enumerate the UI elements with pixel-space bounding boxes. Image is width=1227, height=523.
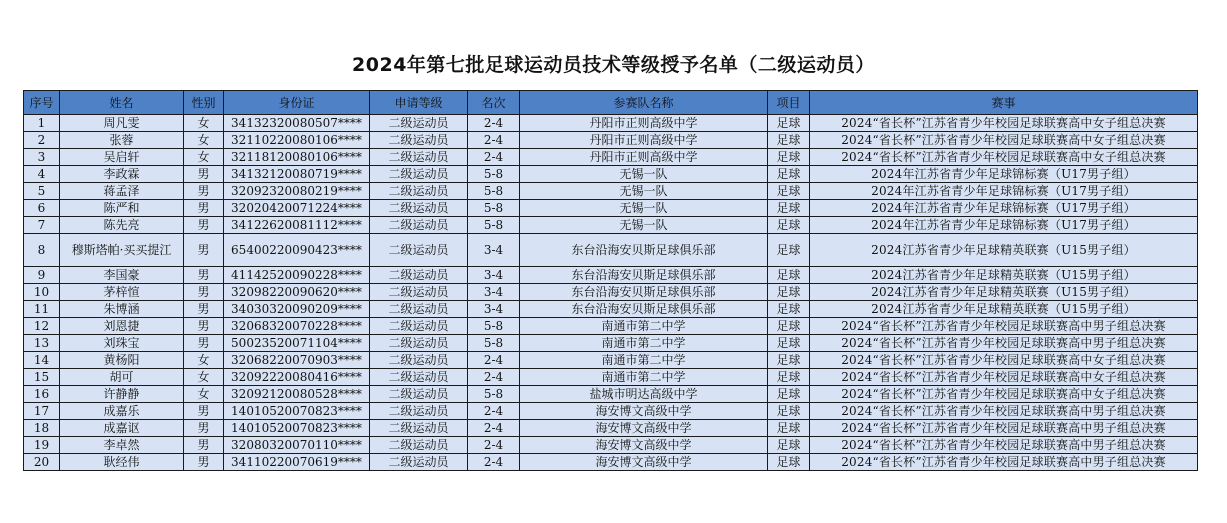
cell-event: 2024“省长杯”江苏省青少年校园足球联赛高中男子组总决赛 <box>810 335 1198 352</box>
cell-gender: 男 <box>184 403 224 420</box>
cell-event: 2024“省长杯”江苏省青少年校园足球联赛高中男子组总决赛 <box>810 420 1198 437</box>
cell-sport: 足球 <box>768 403 810 420</box>
cell-team: 南通市第二中学 <box>520 335 768 352</box>
cell-name: 陈严和 <box>60 200 184 217</box>
cell-team: 无锡一队 <box>520 183 768 200</box>
cell-team: 南通市第二中学 <box>520 318 768 335</box>
cell-name: 李政霖 <box>60 166 184 183</box>
cell-rank: 2-4 <box>468 403 520 420</box>
cell-id-number: 14010520070823**** <box>224 403 370 420</box>
cell-index: 19 <box>24 437 60 454</box>
cell-id-number: 34030320090209**** <box>224 301 370 318</box>
cell-sport: 足球 <box>768 200 810 217</box>
cell-name: 穆斯塔帕·买买提江 <box>60 234 184 267</box>
cell-name: 茅梓愃 <box>60 284 184 301</box>
cell-sport: 足球 <box>768 352 810 369</box>
cell-team: 东台沿海安贝斯足球俱乐部 <box>520 234 768 267</box>
cell-name: 周凡雯 <box>60 115 184 132</box>
cell-gender: 女 <box>184 149 224 166</box>
cell-level: 二级运动员 <box>370 166 468 183</box>
cell-id-number: 34122620081112**** <box>224 217 370 234</box>
cell-rank: 2-4 <box>468 369 520 386</box>
cell-id-number: 32080320070110**** <box>224 437 370 454</box>
cell-gender: 男 <box>184 267 224 284</box>
cell-id-number: 32068320070228**** <box>224 318 370 335</box>
cell-team: 东台沿海安贝斯足球俱乐部 <box>520 284 768 301</box>
cell-id-number: 65400220090423**** <box>224 234 370 267</box>
table-row <box>24 437 1198 454</box>
cell-index: 10 <box>24 284 60 301</box>
cell-level: 二级运动员 <box>370 149 468 166</box>
table-row <box>24 166 1198 183</box>
cell-rank: 5-8 <box>468 335 520 352</box>
cell-team: 东台沿海安贝斯足球俱乐部 <box>520 301 768 318</box>
cell-level: 二级运动员 <box>370 183 468 200</box>
header-team: 参赛队名称 <box>520 91 768 115</box>
cell-rank: 5-8 <box>468 183 520 200</box>
cell-index: 18 <box>24 420 60 437</box>
cell-id-number: 34110220070619**** <box>224 454 370 471</box>
cell-sport: 足球 <box>768 234 810 267</box>
cell-event: 2024“省长杯”江苏省青少年校园足球联赛高中女子组总决赛 <box>810 132 1198 149</box>
cell-gender: 女 <box>184 115 224 132</box>
cell-index: 12 <box>24 318 60 335</box>
cell-name: 蒋孟泽 <box>60 183 184 200</box>
cell-rank: 3-4 <box>468 234 520 267</box>
table-row <box>24 420 1198 437</box>
cell-index: 1 <box>24 115 60 132</box>
cell-gender: 男 <box>184 183 224 200</box>
cell-gender: 女 <box>184 386 224 403</box>
cell-event: 2024江苏省青少年足球精英联赛（U15男子组） <box>810 234 1198 267</box>
header-id-number: 身份证 <box>224 91 370 115</box>
cell-level: 二级运动员 <box>370 369 468 386</box>
table-row <box>24 267 1198 284</box>
cell-rank: 3-4 <box>468 267 520 284</box>
cell-name: 成嘉乐 <box>60 403 184 420</box>
table-row <box>24 217 1198 234</box>
cell-id-number: 34132320080507**** <box>224 115 370 132</box>
cell-event: 2024“省长杯”江苏省青少年校园足球联赛高中女子组总决赛 <box>810 352 1198 369</box>
cell-id-number: 32020420071224**** <box>224 200 370 217</box>
cell-level: 二级运动员 <box>370 352 468 369</box>
cell-id-number: 41142520090228**** <box>224 267 370 284</box>
cell-event: 2024年江苏省青少年足球锦标赛（U17男子组） <box>810 183 1198 200</box>
cell-id-number: 32092120080528**** <box>224 386 370 403</box>
table-row <box>24 454 1198 471</box>
cell-sport: 足球 <box>768 420 810 437</box>
table-row <box>24 183 1198 200</box>
page-title: 2024年第七批足球运动员技术等级授予名单（二级运动员） <box>352 54 875 76</box>
cell-sport: 足球 <box>768 115 810 132</box>
cell-rank: 2-4 <box>468 149 520 166</box>
table-row <box>24 301 1198 318</box>
cell-gender: 男 <box>184 234 224 267</box>
cell-name: 吴启轩 <box>60 149 184 166</box>
cell-name: 刘恩捷 <box>60 318 184 335</box>
cell-level: 二级运动员 <box>370 132 468 149</box>
header-sport: 项目 <box>768 91 810 115</box>
cell-gender: 男 <box>184 318 224 335</box>
cell-level: 二级运动员 <box>370 200 468 217</box>
cell-name: 李国豪 <box>60 267 184 284</box>
cell-rank: 2-4 <box>468 352 520 369</box>
cell-sport: 足球 <box>768 386 810 403</box>
cell-sport: 足球 <box>768 217 810 234</box>
header-rank: 名次 <box>468 91 520 115</box>
table-row <box>24 386 1198 403</box>
cell-sport: 足球 <box>768 149 810 166</box>
cell-event: 2024“省长杯”江苏省青少年校园足球联赛高中男子组总决赛 <box>810 403 1198 420</box>
cell-id-number: 14010520070823**** <box>224 420 370 437</box>
cell-level: 二级运动员 <box>370 301 468 318</box>
header-gender: 性别 <box>184 91 224 115</box>
cell-index: 15 <box>24 369 60 386</box>
cell-level: 二级运动员 <box>370 386 468 403</box>
cell-gender: 男 <box>184 284 224 301</box>
table-header-row <box>24 91 1198 115</box>
cell-index: 4 <box>24 166 60 183</box>
cell-gender: 男 <box>184 454 224 471</box>
header-level: 申请等级 <box>370 91 468 115</box>
cell-team: 丹阳市正则高级中学 <box>520 132 768 149</box>
cell-index: 9 <box>24 267 60 284</box>
cell-rank: 5-8 <box>468 166 520 183</box>
cell-event: 2024江苏省青少年足球精英联赛（U15男子组） <box>810 284 1198 301</box>
cell-rank: 5-8 <box>468 217 520 234</box>
cell-sport: 足球 <box>768 369 810 386</box>
cell-event: 2024“省长杯”江苏省青少年校园足球联赛高中女子组总决赛 <box>810 115 1198 132</box>
cell-gender: 男 <box>184 437 224 454</box>
cell-index: 13 <box>24 335 60 352</box>
cell-name: 陈先亮 <box>60 217 184 234</box>
table-row <box>24 352 1198 369</box>
cell-team: 丹阳市正则高级中学 <box>520 149 768 166</box>
cell-sport: 足球 <box>768 267 810 284</box>
table-row <box>24 132 1198 149</box>
cell-id-number: 32098220090620**** <box>224 284 370 301</box>
cell-rank: 2-4 <box>468 115 520 132</box>
cell-rank: 5-8 <box>468 386 520 403</box>
table-row <box>24 403 1198 420</box>
cell-team: 无锡一队 <box>520 166 768 183</box>
cell-id-number: 32068220070903**** <box>224 352 370 369</box>
cell-index: 6 <box>24 200 60 217</box>
cell-gender: 男 <box>184 335 224 352</box>
cell-rank: 2-4 <box>468 437 520 454</box>
cell-rank: 2-4 <box>468 454 520 471</box>
cell-level: 二级运动员 <box>370 318 468 335</box>
cell-name: 耿经伟 <box>60 454 184 471</box>
cell-level: 二级运动员 <box>370 284 468 301</box>
cell-id-number: 50023520071104**** <box>224 335 370 352</box>
cell-event: 2024江苏省青少年足球精英联赛（U15男子组） <box>810 267 1198 284</box>
cell-id-number: 32118120080106**** <box>224 149 370 166</box>
cell-rank: 2-4 <box>468 132 520 149</box>
cell-sport: 足球 <box>768 454 810 471</box>
header-name: 姓名 <box>60 91 184 115</box>
header-event: 赛事 <box>810 91 1198 115</box>
cell-level: 二级运动员 <box>370 454 468 471</box>
cell-id-number: 34132120080719**** <box>224 166 370 183</box>
cell-gender: 男 <box>184 420 224 437</box>
cell-event: 2024“省长杯”江苏省青少年校园足球联赛高中男子组总决赛 <box>810 437 1198 454</box>
cell-event: 2024“省长杯”江苏省青少年校园足球联赛高中男子组总决赛 <box>810 318 1198 335</box>
cell-name: 李卓然 <box>60 437 184 454</box>
cell-team: 海安博文高级中学 <box>520 420 768 437</box>
cell-team: 南通市第二中学 <box>520 369 768 386</box>
cell-level: 二级运动员 <box>370 217 468 234</box>
cell-gender: 男 <box>184 166 224 183</box>
cell-level: 二级运动员 <box>370 335 468 352</box>
cell-rank: 5-8 <box>468 200 520 217</box>
cell-index: 16 <box>24 386 60 403</box>
table-row <box>24 335 1198 352</box>
cell-level: 二级运动员 <box>370 437 468 454</box>
cell-level: 二级运动员 <box>370 267 468 284</box>
cell-team: 海安博文高级中学 <box>520 454 768 471</box>
cell-event: 2024“省长杯”江苏省青少年校园足球联赛高中女子组总决赛 <box>810 149 1198 166</box>
cell-gender: 男 <box>184 217 224 234</box>
cell-sport: 足球 <box>768 301 810 318</box>
table-row <box>24 234 1198 267</box>
table-row <box>24 369 1198 386</box>
cell-index: 20 <box>24 454 60 471</box>
cell-id-number: 32092320080219**** <box>224 183 370 200</box>
cell-event: 2024“省长杯”江苏省青少年校园足球联赛高中女子组总决赛 <box>810 386 1198 403</box>
cell-rank: 5-8 <box>468 318 520 335</box>
cell-team: 海安博文高级中学 <box>520 403 768 420</box>
cell-team: 东台沿海安贝斯足球俱乐部 <box>520 267 768 284</box>
athlete-table <box>23 90 1198 471</box>
cell-index: 5 <box>24 183 60 200</box>
cell-gender: 女 <box>184 132 224 149</box>
cell-index: 17 <box>24 403 60 420</box>
cell-rank: 3-4 <box>468 301 520 318</box>
cell-team: 盐城市明达高级中学 <box>520 386 768 403</box>
cell-index: 3 <box>24 149 60 166</box>
cell-team: 无锡一队 <box>520 217 768 234</box>
cell-sport: 足球 <box>768 335 810 352</box>
cell-event: 2024年江苏省青少年足球锦标赛（U17男子组） <box>810 166 1198 183</box>
cell-team: 海安博文高级中学 <box>520 437 768 454</box>
cell-gender: 女 <box>184 352 224 369</box>
cell-event: 2024年江苏省青少年足球锦标赛（U17男子组） <box>810 217 1198 234</box>
cell-index: 11 <box>24 301 60 318</box>
cell-sport: 足球 <box>768 166 810 183</box>
cell-name: 张蓉 <box>60 132 184 149</box>
cell-sport: 足球 <box>768 437 810 454</box>
cell-level: 二级运动员 <box>370 234 468 267</box>
cell-rank: 3-4 <box>468 284 520 301</box>
cell-id-number: 32110220080106**** <box>224 132 370 149</box>
cell-event: 2024“省长杯”江苏省青少年校园足球联赛高中女子组总决赛 <box>810 369 1198 386</box>
cell-rank: 2-4 <box>468 420 520 437</box>
cell-name: 黄杨阳 <box>60 352 184 369</box>
table-row <box>24 284 1198 301</box>
cell-index: 2 <box>24 132 60 149</box>
cell-level: 二级运动员 <box>370 403 468 420</box>
table-row <box>24 149 1198 166</box>
header-index: 序号 <box>24 91 60 115</box>
cell-event: 2024“省长杯”江苏省青少年校园足球联赛高中男子组总决赛 <box>810 454 1198 471</box>
table-row <box>24 318 1198 335</box>
cell-id-number: 32092220080416**** <box>224 369 370 386</box>
table-row <box>24 200 1198 217</box>
cell-name: 许静静 <box>60 386 184 403</box>
cell-sport: 足球 <box>768 132 810 149</box>
table-row <box>24 115 1198 132</box>
cell-team: 无锡一队 <box>520 200 768 217</box>
cell-team: 南通市第二中学 <box>520 352 768 369</box>
cell-index: 8 <box>24 234 60 267</box>
cell-index: 14 <box>24 352 60 369</box>
cell-name: 胡可 <box>60 369 184 386</box>
cell-name: 朱博涵 <box>60 301 184 318</box>
cell-sport: 足球 <box>768 284 810 301</box>
cell-team: 丹阳市正则高级中学 <box>520 115 768 132</box>
cell-sport: 足球 <box>768 183 810 200</box>
cell-name: 成嘉讴 <box>60 420 184 437</box>
cell-gender: 女 <box>184 369 224 386</box>
cell-index: 7 <box>24 217 60 234</box>
cell-event: 2024江苏省青少年足球精英联赛（U15男子组） <box>810 301 1198 318</box>
cell-level: 二级运动员 <box>370 115 468 132</box>
cell-name: 刘珠宝 <box>60 335 184 352</box>
cell-level: 二级运动员 <box>370 420 468 437</box>
cell-gender: 男 <box>184 200 224 217</box>
cell-sport: 足球 <box>768 318 810 335</box>
cell-gender: 男 <box>184 301 224 318</box>
cell-event: 2024年江苏省青少年足球锦标赛（U17男子组） <box>810 200 1198 217</box>
